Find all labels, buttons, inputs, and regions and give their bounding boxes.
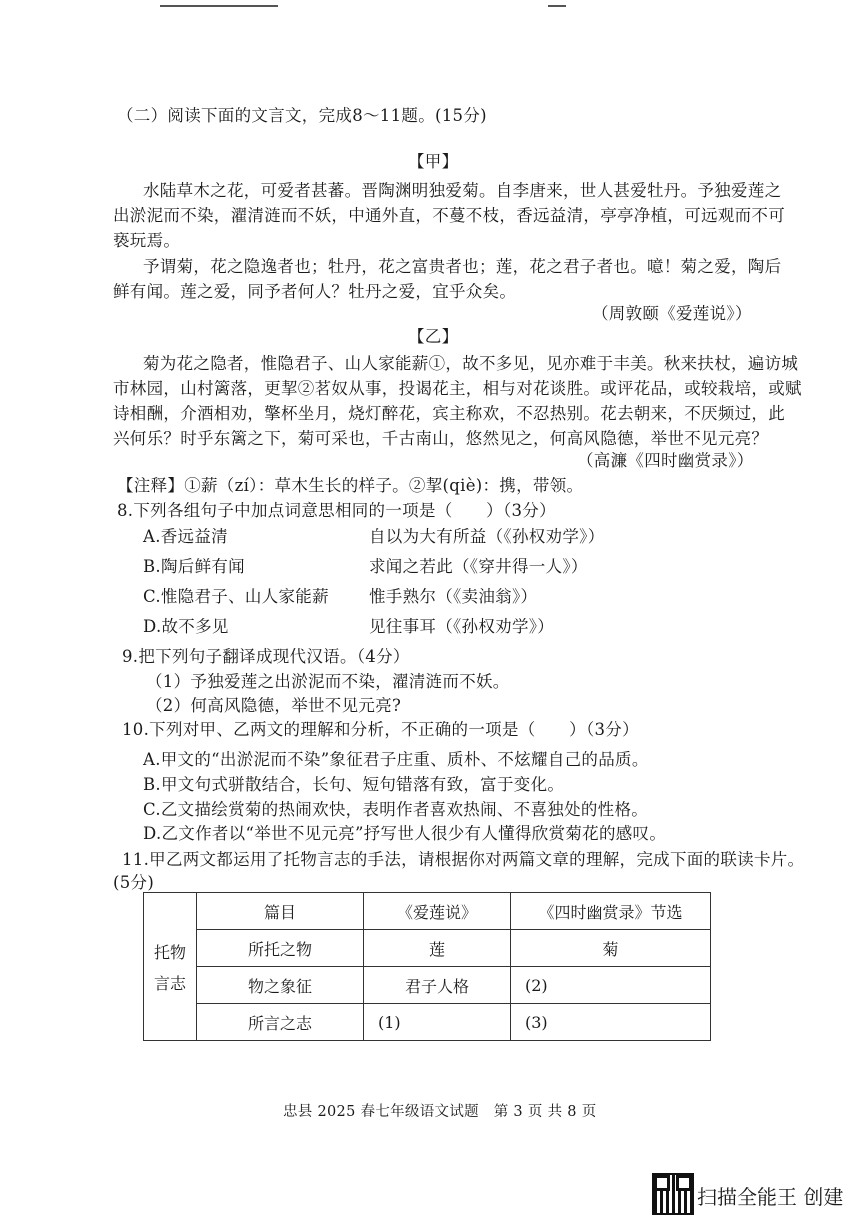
q10-option-a: A.甲文的“出淤泥而不染”象征君子庄重、质朴、不炫耀自己的品质。: [143, 750, 649, 769]
jia-line-2: 出淤泥而不染，濯清涟而不妖，中通外直，不蔓不枝，香远益清，亭亭净植，可远观而不可: [113, 206, 785, 225]
top-rule-left: [160, 5, 278, 7]
card-side-label-line-2: 言志: [153, 973, 186, 993]
card-header-sishi: 《四时幽赏录》节选: [511, 893, 711, 930]
jia-line-3: 亵玩焉。: [113, 231, 181, 250]
card-row-symbol-ailian: 君子人格: [364, 967, 511, 1004]
table-row: [144, 893, 711, 930]
card-row-aspiration-label: 所言之志: [197, 1004, 364, 1041]
reading-card-table: [143, 892, 711, 1041]
card-side-label-line-1: 托物: [153, 942, 186, 962]
q8-option-a: A.香远益清: [143, 527, 228, 546]
card-header-ailian: 《爱莲说》: [364, 893, 511, 930]
jia-heading: 【甲】: [408, 152, 459, 171]
q8-option-b: B.陶后鲜有闻: [143, 557, 245, 576]
card-row-object-sishi: 菊: [511, 930, 711, 967]
card-row-object-label: 所托之物: [197, 930, 364, 967]
table-row: [144, 1004, 711, 1041]
card-row-object-ailian: 莲: [364, 930, 511, 967]
q8-stem: 8.下列各组句子中加点词意思相同的一项是（ ）（3分）: [117, 501, 556, 520]
qr-code-icon: [652, 1173, 694, 1215]
card-row-symbol-label: 物之象征: [197, 967, 364, 1004]
yi-line-3: 诗相酬，介酒相劝，擎杯坐月，烧灯醉花，宾主称欢，不忍热别。花去朝来，不厌频过，此: [113, 404, 785, 423]
q8-option-c-ref: 惟手熟尔（《卖油翁》）: [369, 587, 538, 606]
card-row-aspiration-ailian[interactable]: (1): [364, 1004, 511, 1041]
card-row-aspiration-sishi[interactable]: (3): [511, 1004, 711, 1041]
card-row-symbol-sishi[interactable]: (2): [511, 967, 711, 1004]
q9-stem: 9.把下列句子翻译成现代汉语。（4分）: [122, 647, 410, 666]
yi-source: （高濂《四时幽赏录》）: [577, 451, 754, 470]
yi-heading: 【乙】: [408, 327, 459, 346]
table-row: [144, 930, 711, 967]
card-side-label: [144, 893, 197, 1041]
jia-line-1: 水陆草木之花，可爱者甚蕃。晋陶渊明独爱菊。自李唐来，世人甚爱牡丹。予独爱莲之: [143, 181, 782, 200]
scanner-watermark: 扫描全能王 创建: [697, 1185, 844, 1209]
q10-stem: 10.下列对甲、乙两文的理解和分析，不正确的一项是（ ）（3分）: [122, 720, 639, 739]
yi-line-1: 菊为花之隐者，惟隐君子、山人家能薪①，故不多见，见亦难于丰美。秋来扶杖，遍访城: [143, 354, 799, 373]
q10-option-d: D.乙文作者以“举世不见元亮”抒写世人很少有人懂得欣赏菊花的感叹。: [143, 824, 667, 843]
jia-line-4: 予谓菊，花之隐逸者也；牡丹，花之富贵者也；莲，花之君子者也。噫！菊之爱，陶后: [143, 257, 782, 276]
yi-line-4: 兴何乐？时乎东篱之下，菊可采也，千古南山，悠然见之，何高风隐德，举世不见元亮？: [113, 429, 769, 448]
q8-option-b-ref: 求闻之若此（《穿井得一人》）: [369, 557, 588, 576]
q9-item-2: （2）何高风隐德，举世不见元亮?: [146, 696, 402, 715]
page-footer: 忠县 2025 春七年级语文试题 第 3 页 共 8 页: [283, 1104, 597, 1120]
jia-line-5: 鲜有闻。莲之爱，同予者何人？牡丹之爱，宜乎众矣。: [113, 282, 517, 301]
q8-option-c: C.惟隐君子、山人家能薪: [143, 587, 329, 606]
q8-option-d: D.故不多见: [143, 617, 229, 636]
yi-line-2: 市林园，山村篱落，更挈②茗奴从事，投谒花主，相与对花谈胜。或评花品，或较栽培，或赋: [113, 379, 802, 398]
q11-stem: 11.甲乙两文都运用了托物言志的手法，请根据你对两篇文章的理解，完成下面的联读卡片。: [122, 850, 805, 869]
q8-option-d-ref: 见往事耳（《孙权劝学》）: [369, 617, 555, 636]
annotation-note: 【注释】①薪（zí）：草木生长的样子。②挈(qiè)：携，带领。: [117, 476, 584, 495]
card-header-title: 篇目: [197, 893, 364, 930]
section-title: （二）阅读下面的文言文，完成8～11题。(15分): [117, 106, 487, 125]
q9-item-1: （1）予独爱莲之出淤泥而不染，濯清涟而不妖。: [146, 672, 510, 691]
jia-source: （周敦颐《爱莲说》）: [592, 304, 752, 323]
top-rule-right: [548, 5, 566, 7]
q10-option-c: C.乙文描绘赏菊的热闹欢快，表明作者喜欢热闹、不喜独处的性格。: [143, 800, 649, 819]
q8-option-a-ref: 自以为大有所益（《孙权劝学》）: [369, 527, 605, 546]
table-row: [144, 967, 711, 1004]
q10-option-b: B.甲文句式骈散结合，长句、短句错落有致，富于变化。: [143, 775, 565, 794]
q11-points: (5分): [113, 873, 155, 892]
